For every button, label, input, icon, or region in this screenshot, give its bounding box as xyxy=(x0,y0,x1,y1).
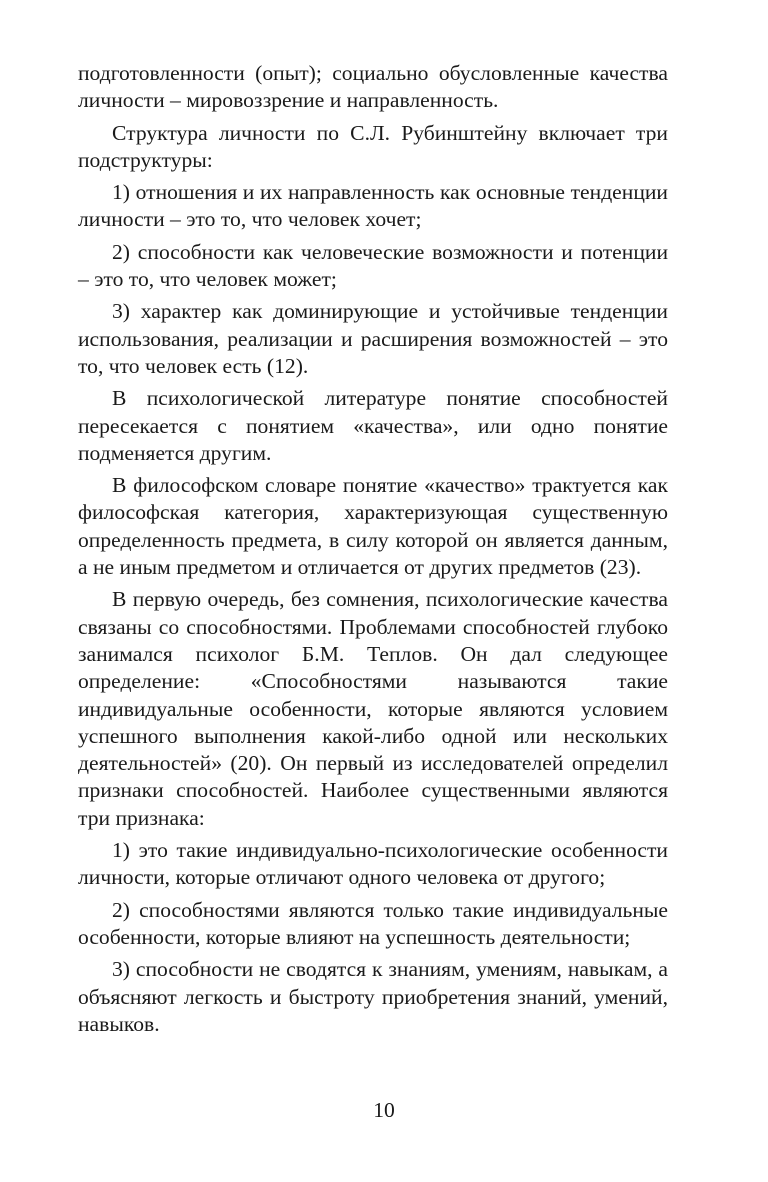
page-number: 10 xyxy=(373,1098,395,1122)
list-item-abilities: 2) способности как человеческие возможности и потенции – это то, что человек может; xyxy=(78,239,668,292)
paragraph-structure-intro: Структура личности по С.Л. Рубинштейну включает три подструктуры: xyxy=(78,120,668,172)
list-item-relations: 1) отношения и их направленность как основные тенденции личности – это то, что человек хочет; xyxy=(78,180,668,232)
list-item-sign-3: 3) способности не сводятся к знаниям, умениям, навыкам, а объясняют легкость и быстроту приобретения знаний, умений, навыков. xyxy=(78,957,668,1036)
paragraph-literature: В психологической литературе понятие способностей пересекается с понятием «качества», или одно понятие подменяется другим. xyxy=(78,386,668,465)
paragraph-continuation: подготовленности (опыт); социально обусловленные качества личности – мировоззрение и направленность. xyxy=(78,61,668,113)
list-item-character: 3) характер как доминирующие и устойчивые тенденции использования, реализации и расширения возможностей – это то, что человек есть (12). xyxy=(78,299,668,378)
paragraph-philosophy: В философском словаре понятие «качество» трактуется как философская категория, характеризующая существенную определенность предмета, в силу которой он является данным, а не иным предметом и отличается от других предметов (23). xyxy=(78,473,668,580)
list-item-sign-1: 1) это такие индивидуально-психологические особенности личности, которые отличают одного человека от другого; xyxy=(78,838,668,890)
body-text xyxy=(78,60,668,1038)
list-item-sign-2: 2) способностями являются только такие индивидуальные особенности, которые влияют на успешность деятельности; xyxy=(78,897,668,949)
paragraph-teplov: В первую очередь, без сомнения, психологические качества связаны со способностями. Проблемами способностей глубоко занимался психолог Б.М. Теплов. Он дал следующее определение: «Способностями называются такие индивидуальные особенности, которые являются условием успешного выполнения какой-либо одной или нескольких деятельностей» (20). Он первый из исследователей определил признаки способностей. Наиболее существенными являются три признака: xyxy=(78,587,668,830)
